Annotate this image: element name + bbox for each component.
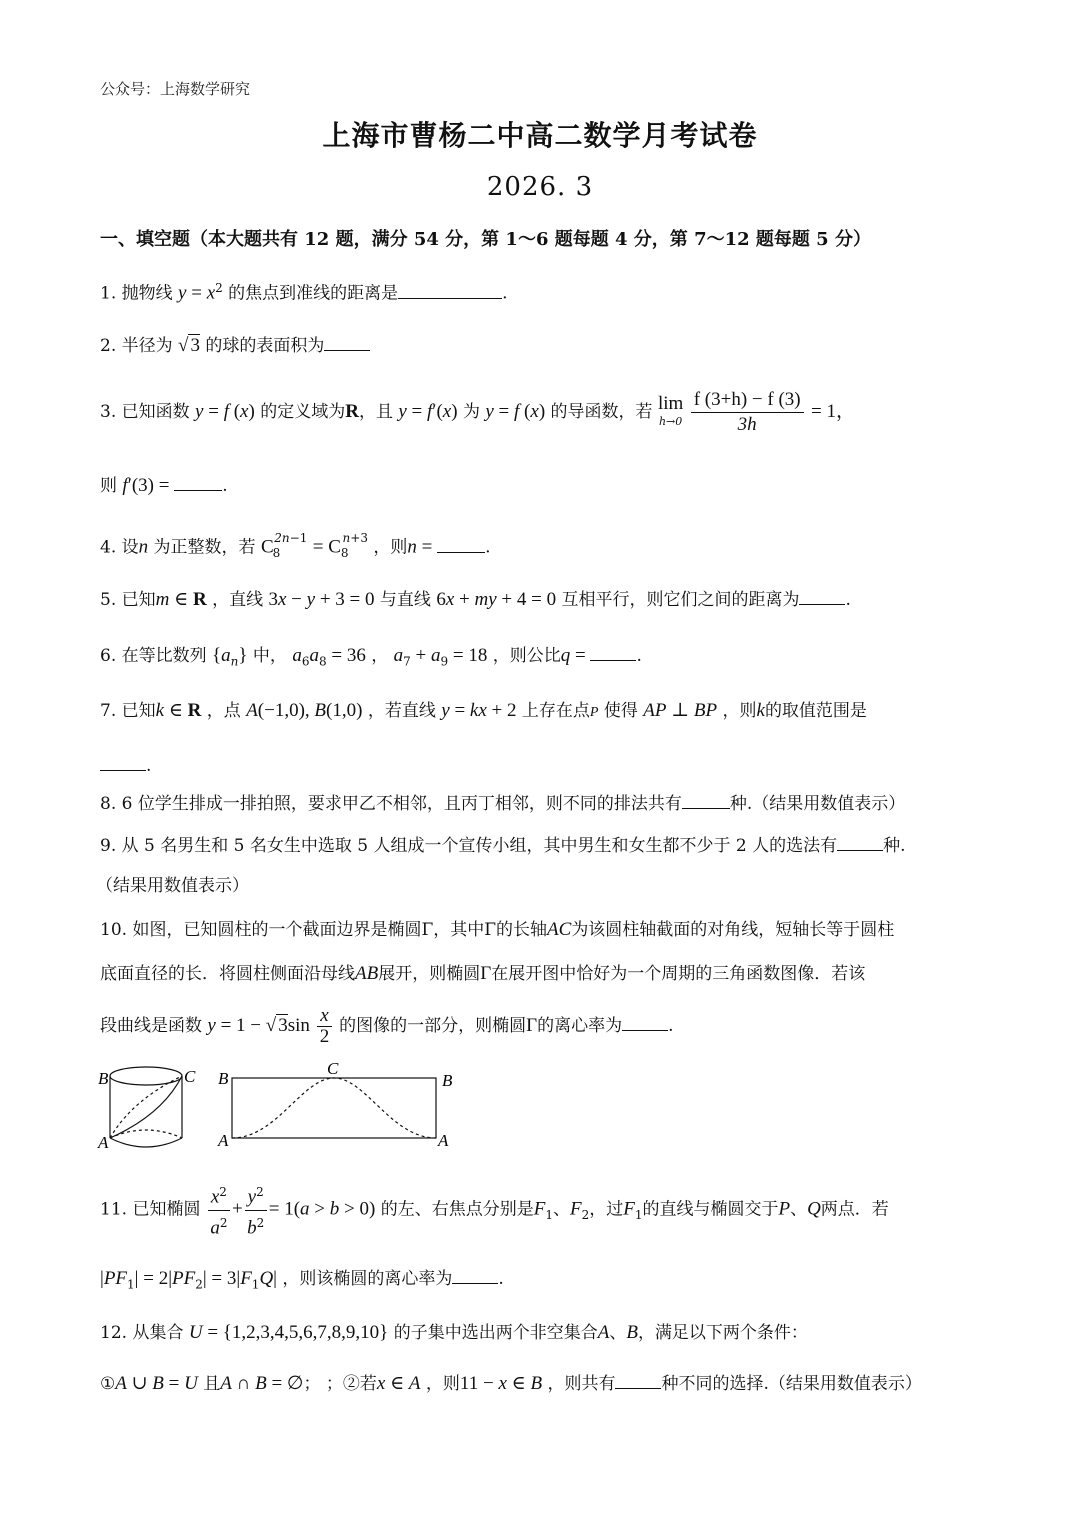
answer-blank-2[interactable] bbox=[324, 332, 370, 351]
label-A-cylinder: A bbox=[98, 1133, 109, 1152]
answer-blank-3[interactable] bbox=[174, 472, 222, 491]
cylinder-drawing bbox=[110, 1067, 182, 1147]
label-A-rect-left: A bbox=[218, 1131, 229, 1150]
label-A-rect-right: A bbox=[438, 1131, 449, 1150]
question-11: 11. 已知椭圆 $\frac{x^2}{a^2}$ + $\frac{y^2}{b^2}$ = 1(a > b > 0) 的左、右焦点分别是$F_1$、$F_2$，过$F_1$的直线与椭圆交于P、Q两点．若 bbox=[100, 1180, 889, 1240]
answer-blank-1[interactable] bbox=[398, 280, 502, 299]
question-3: 3. 已知函数 y = f (x) 的定义域为R，且 y = f′(x) 为 y = f (x) 的导函数，若 lim h→0 $\frac{f (3+h) - f (3)}{3h}$ = 1， bbox=[100, 389, 855, 435]
answer-blank-6[interactable] bbox=[590, 642, 636, 661]
question-7: 7. 已知k ∈ R ，点 A(−1,0), B(1,0) ，若直线 y = kx + 2 上存在点P 使得 AP ⊥ BP ，则k的取值范围是 bbox=[100, 700, 867, 721]
exam-title: 上海市曹杨二中高二数学月考试卷 bbox=[322, 119, 758, 152]
question-10-line-2: 底面直径的长．将圆柱侧面沿母线AB展开，则椭圆Γ在展开图中恰好为一个周期的三角函数图像．若该 bbox=[100, 963, 866, 984]
label-C-rect: C bbox=[327, 1060, 339, 1078]
unrolled-lateral-surface bbox=[232, 1078, 436, 1138]
question-9-line-2: （结果用数值表示） bbox=[96, 876, 249, 896]
question-12-line-2: ①A ∪ B = U 且A ∩ B = ∅； ；②若x ∈ A ，则11 − x ∈ B ，则共有 种不同的选择.（结果用数值表示） bbox=[100, 1370, 922, 1396]
ellipse-y-term: $\frac{y^2}{b^2}$ bbox=[245, 1180, 267, 1240]
question-3-line-2: 则 f′(3) = . bbox=[100, 472, 228, 498]
label-B-rect-right: B bbox=[442, 1071, 453, 1090]
answer-blank-4[interactable] bbox=[437, 534, 485, 553]
label-B-rect-left: B bbox=[218, 1069, 229, 1088]
question-10: 10. 如图，已知圆柱的一个截面边界是椭圆Γ，其中Γ的长轴AC为该圆柱轴截面的对角线，短轴长等于圆柱 bbox=[100, 919, 895, 940]
question-11-line-2: $|PF_1| = 2|PF_2| = 3|F_1Q|$ ，则该椭圆的离心率为 . bbox=[100, 1265, 504, 1296]
label-B-cylinder: B bbox=[98, 1069, 109, 1088]
section-title: 一、填空题（本大题共有 12 题，满分 54 分，第 1～6 题每题 4 分，第 7～12 题每题 5 分） bbox=[100, 229, 871, 250]
question-4: 4. 设n 为正整数，若 $C_8^{2n-1} = C_8^{n+3}$ ，则n = . bbox=[100, 531, 491, 561]
question-6: 6. 在等比数列 $\{a_n\}$ 中， $a_6a_8 = 36$ ， $a_7 + a_9 = 18$ ，则公比q = . bbox=[100, 642, 642, 673]
question-9: 9. 从 5 名男生和 5 名女生中选取 5 人组成一个宣传小组，其中男生和女生都不少于 2 人的选法有 种. bbox=[100, 832, 906, 858]
question-5: 5. 已知m ∈ R ，直线 3x − y + 3 = 0 与直线 6x + my + 4 = 0 互相平行，则它们之间的距离为 . bbox=[100, 586, 851, 612]
answer-blank-11[interactable] bbox=[452, 1265, 498, 1284]
answer-blank-5[interactable] bbox=[799, 586, 845, 605]
limit-fraction: $\frac{f (3+h) - f (3)}{3h}$ bbox=[691, 388, 804, 437]
half-x-fraction: $\frac{x}{2}$ bbox=[317, 1006, 331, 1047]
cylinder-figure bbox=[92, 1060, 462, 1156]
exam-date: 2026. 3 bbox=[486, 172, 594, 202]
question-1: 1. 抛物线 $y = x^2$ 的焦点到准线的距离是 . bbox=[100, 281, 508, 304]
question-12: 12. 从集合 U = {1,2,3,4,5,6,7,8,9,10} 的子集中选出两个非空集合A、B，满足以下两个条件： bbox=[100, 1322, 808, 1343]
question-8: 8. 6 位学生排成一排拍照，要求甲乙不相邻，且丙丁相邻，则不同的排法共有 种.（结果用数值表示） bbox=[100, 790, 905, 816]
ellipse-x-term: $\frac{x^2}{a^2}$ bbox=[208, 1180, 230, 1240]
answer-blank-7[interactable] bbox=[100, 752, 146, 771]
question-7-line-2: . bbox=[100, 752, 151, 778]
answer-blank-9[interactable] bbox=[837, 832, 883, 851]
question-10-line-3: 段曲线是函数 y = 1 − √ 3sin $\frac{x}{2}$ 的图像的一部分，则椭圆Γ的离心率为 . bbox=[100, 1005, 674, 1047]
answer-blank-8[interactable] bbox=[682, 790, 730, 809]
header-note: 公众号：上海数学研究 bbox=[100, 80, 251, 98]
question-2: 2. 半径为 √ 3 的球的表面积为 bbox=[100, 332, 370, 358]
limit-expression: lim h→0 bbox=[657, 392, 684, 428]
label-C-cylinder: C bbox=[184, 1067, 196, 1086]
answer-blank-10[interactable] bbox=[622, 1012, 668, 1031]
answer-blank-12[interactable] bbox=[615, 1370, 661, 1389]
